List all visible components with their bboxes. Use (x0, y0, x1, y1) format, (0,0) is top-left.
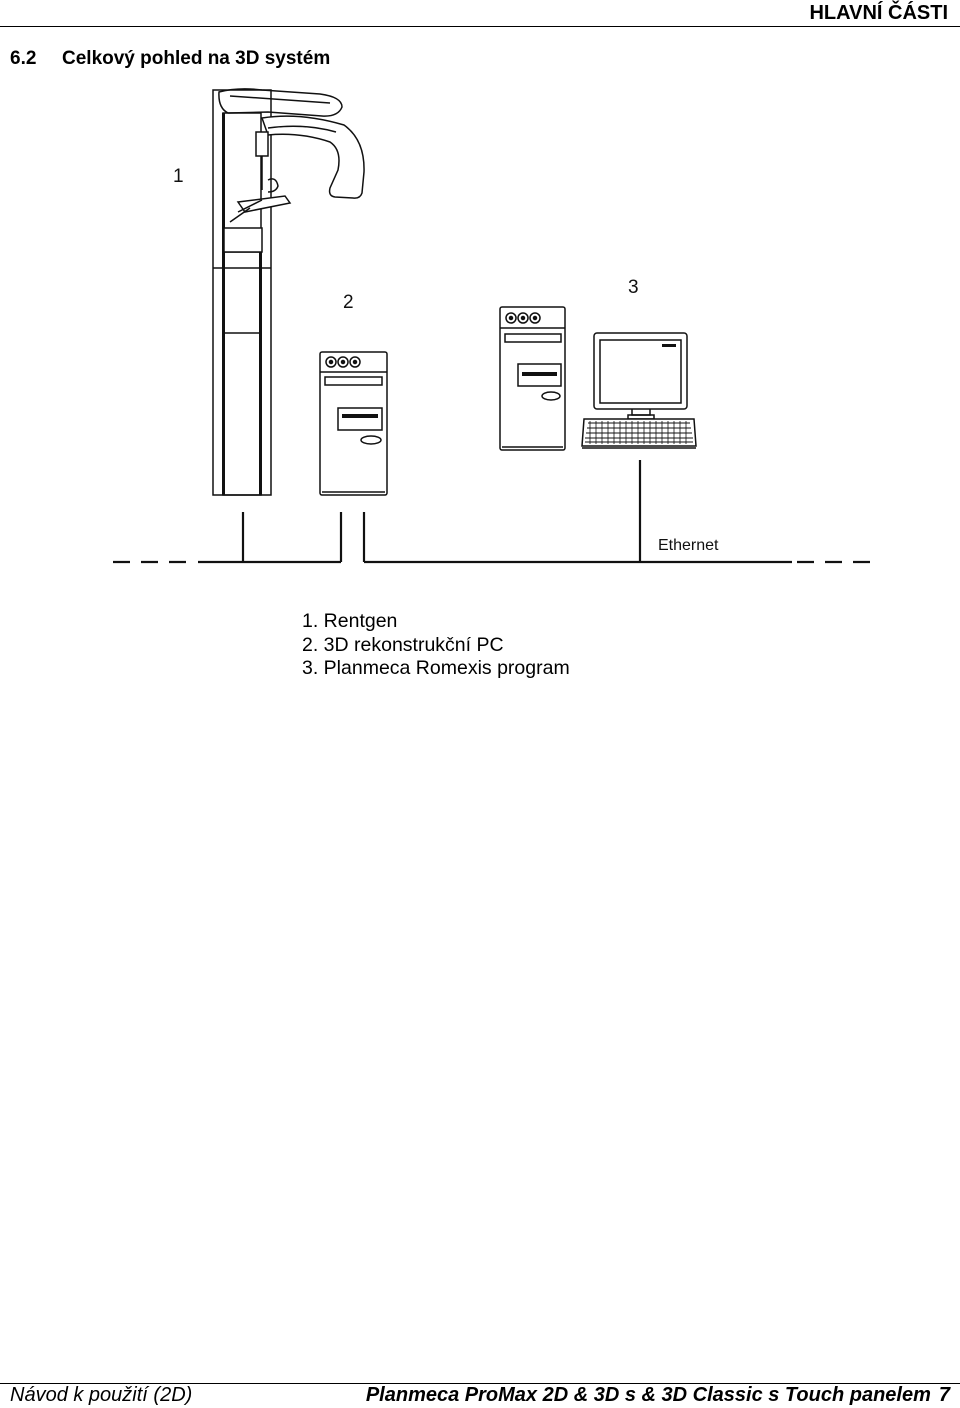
footer-product (366, 1384, 950, 1407)
footer-manual-title: Návod k použití (2D) (10, 1384, 193, 1406)
legend-item-reconstruction-pc: 2. 3D rekonstrukční PC (302, 633, 504, 656)
ethernet-label: Ethernet (658, 537, 719, 554)
legend-item-rentgen: 1. Rentgen (302, 610, 398, 632)
system-overview-figure (0, 80, 960, 580)
figure-label-1: 1 (173, 166, 184, 187)
figure-label-3: 3 (628, 277, 639, 298)
header-rule (0, 26, 960, 27)
section-heading (10, 48, 330, 70)
reconstruction-pc-illustration (320, 352, 387, 495)
figure-label-2: 2 (343, 292, 354, 313)
romexis-workstation-illustration (500, 307, 696, 450)
figure-legend (302, 610, 570, 681)
legend-item-romexis: 3. Planmeca Romexis program (302, 657, 570, 679)
section-title: Celkový pohled na 3D systém (62, 48, 331, 69)
section-number: 6.2 (10, 48, 37, 69)
ethernet-network-line (113, 460, 870, 562)
page-number: 7 (938, 1384, 950, 1406)
chapter-header: HLAVNÍ ČÁSTI (809, 2, 948, 24)
footer-product-name: Planmeca ProMax 2D & 3D s & 3D Classic s Touch panelem (365, 1384, 931, 1406)
